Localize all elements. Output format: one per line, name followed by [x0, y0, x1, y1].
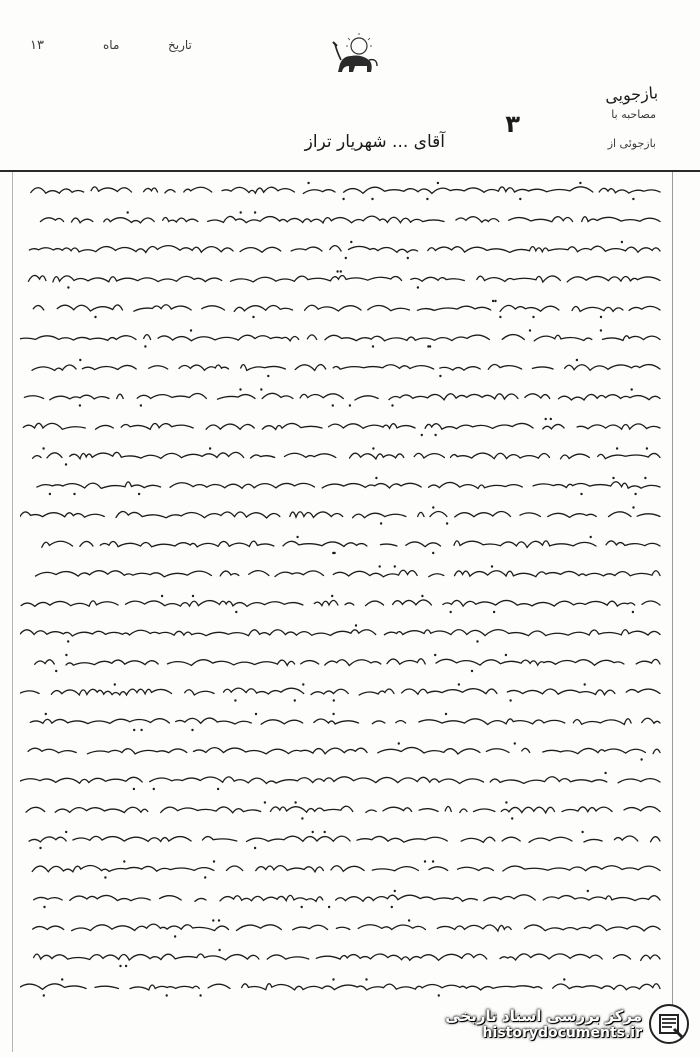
handwriting-dot	[372, 345, 374, 347]
handwriting-dot	[421, 595, 423, 597]
handwriting-dot	[61, 978, 63, 980]
handwriting-line	[27, 659, 660, 666]
page-number: ۱۳	[30, 38, 44, 53]
handwriting-dot	[332, 713, 334, 715]
handwriting-dot	[421, 434, 423, 436]
handwriting-line	[31, 482, 661, 489]
interrogee-name: آقای ... شهریار تراز	[304, 132, 445, 152]
handwriting-dot	[67, 286, 69, 288]
handwriting-dot	[140, 404, 142, 406]
handwriting-dot	[254, 847, 256, 849]
handwriting-dot	[355, 624, 357, 626]
top-note: بازجویی	[604, 83, 659, 106]
handwriting-dot	[331, 595, 333, 597]
handwriting-dot	[438, 994, 440, 996]
handwriting-dot	[458, 683, 460, 685]
handwriting-dot	[391, 906, 393, 908]
handwriting-dot	[644, 477, 646, 479]
handwriting-dot	[426, 198, 428, 200]
handwriting-dot	[55, 670, 57, 672]
handwriting-dot	[434, 434, 436, 436]
interview-label: مصاحبه با	[611, 108, 656, 121]
handwriting-line	[20, 511, 660, 518]
handwriting-line	[20, 747, 660, 754]
left-margin-rule	[12, 172, 13, 1052]
handwriting-dot	[371, 198, 373, 200]
handwriting-dot	[144, 345, 146, 347]
handwriting-dot	[340, 270, 342, 272]
handwriting-dot	[499, 316, 501, 318]
handwriting-dot	[600, 316, 602, 318]
handwriting-dot	[79, 359, 81, 361]
handwriting-dot	[493, 611, 495, 613]
handwriting-dot	[545, 418, 547, 420]
handwriting-dot	[646, 447, 648, 449]
handwriting-dot	[213, 860, 215, 862]
handwriting-dot	[576, 359, 578, 361]
handwriting-dot	[476, 640, 478, 642]
handwriting-dot	[491, 565, 493, 567]
handwriting-dot	[209, 447, 211, 449]
handwriting-dot	[307, 182, 309, 184]
handwriting-dot	[590, 536, 592, 538]
handwriting-dot	[43, 906, 45, 908]
handwriting-dot	[301, 906, 303, 908]
handwriting-dot	[45, 713, 47, 715]
handwriting-dot	[439, 375, 441, 377]
handwriting-dot	[529, 329, 531, 331]
handwriting-dot	[332, 404, 334, 406]
handwriting-line	[20, 806, 660, 813]
handwriting-dot	[332, 978, 334, 980]
handwriting-dot	[511, 817, 513, 819]
handwriting-dot	[640, 758, 642, 760]
handwriting-dot	[218, 919, 220, 921]
handwriting-dot	[235, 611, 237, 613]
handwriting-dot	[621, 241, 623, 243]
handwriting-dot	[191, 729, 193, 731]
handwriting-dot	[492, 300, 494, 302]
handwriting-dot	[336, 270, 338, 272]
handwriting-dot	[199, 994, 201, 996]
handwriting-dot	[161, 595, 163, 597]
handwriting-scribbles	[20, 178, 670, 1038]
handwriting-dot	[43, 994, 45, 996]
handwriting-line	[20, 600, 660, 606]
interrogee-label: بازجوئی از	[607, 137, 656, 150]
handwriting-dot	[424, 860, 426, 862]
handwriting-dot	[372, 447, 374, 449]
handwriting-dot	[579, 182, 581, 184]
date-label: تاریخ	[168, 38, 192, 52]
handwriting-dot	[407, 257, 409, 259]
handwriting-dot	[380, 522, 382, 524]
handwriting-dot	[394, 565, 396, 567]
handwriting-dot	[39, 847, 41, 849]
session-number: ۳	[505, 110, 520, 138]
handwriting-dot	[127, 211, 129, 213]
handwriting-dot	[312, 831, 314, 833]
handwriting-dot	[267, 375, 269, 377]
handwriting-dot	[302, 683, 304, 685]
handwriting-dot	[632, 506, 634, 508]
handwriting-dot	[166, 994, 168, 996]
handwriting-dot	[65, 831, 67, 833]
watermark-title: مرکز بررسی اسناد تاریخی	[445, 1007, 642, 1025]
handwriting-dot	[437, 182, 439, 184]
handwriting-line	[20, 275, 660, 282]
handwriting-line	[20, 984, 660, 990]
handwriting-dot	[123, 860, 125, 862]
handwriting-line	[34, 895, 660, 902]
handwriting-dot	[324, 831, 326, 833]
handwriting-dot	[345, 257, 347, 259]
handwriting-dot	[505, 801, 507, 803]
handwriting-dot	[65, 654, 67, 656]
handwriting-dot	[94, 316, 96, 318]
handwriting-dot	[634, 493, 636, 495]
handwriting-dot	[217, 788, 219, 790]
handwriting-dot	[342, 198, 344, 200]
handwriting-dot	[563, 978, 565, 980]
handwriting-dot	[432, 860, 434, 862]
handwriting-dot	[254, 211, 256, 213]
handwriting-dot	[49, 493, 51, 495]
handwriting-dot	[125, 965, 127, 967]
handwriting-dot	[138, 493, 140, 495]
handwriting-dot	[375, 477, 377, 479]
handwriting-dot	[104, 876, 106, 878]
handwriting-line	[20, 630, 660, 636]
handwriting-dot	[580, 493, 582, 495]
handwriting-dot	[294, 699, 296, 701]
handwriting-dot	[67, 640, 69, 642]
archive-logo-icon	[648, 1003, 690, 1045]
handwriting-dot	[119, 965, 121, 967]
handwriting-dot	[190, 329, 192, 331]
handwriting-dot	[218, 949, 220, 951]
handwriting-dot	[133, 729, 135, 731]
handwriting-dot	[192, 595, 194, 597]
handwriting-dot	[432, 552, 434, 554]
handwriting-line	[31, 187, 660, 194]
handwriting-dot	[432, 506, 434, 508]
handwriting-dot	[532, 316, 534, 318]
handwriting-dot	[296, 536, 298, 538]
handwriting-dot	[212, 919, 214, 921]
handwriting-dot	[450, 611, 452, 613]
handwriting-line	[25, 452, 660, 459]
handwriting-dot	[519, 198, 521, 200]
handwriting-dot	[398, 742, 400, 744]
handwriting-line	[20, 335, 660, 341]
handwriting-dot	[294, 801, 296, 803]
handwriting-line	[33, 924, 660, 931]
handwriting-dot	[631, 388, 633, 390]
watermark-url: historydocuments.ir	[482, 1025, 642, 1041]
handwriting-dot	[260, 388, 262, 390]
right-margin-rule	[672, 172, 673, 1032]
handwriting-dot	[333, 552, 335, 554]
handwriting-dot	[328, 906, 330, 908]
handwriting-line	[26, 305, 660, 312]
handwriting-line	[22, 865, 660, 871]
handwriting-dot	[581, 831, 583, 833]
handwriting-dot	[434, 654, 436, 656]
handwriting-dot	[394, 890, 396, 892]
archive-watermark	[410, 998, 690, 1050]
handwriting-dot	[379, 565, 381, 567]
handwriting-line	[20, 246, 660, 253]
handwriting-dot	[264, 801, 266, 803]
handwriting-dot	[204, 876, 206, 878]
handwriting-dot	[42, 447, 44, 449]
handwriting-dot	[408, 919, 410, 921]
handwriting-line	[36, 570, 661, 577]
handwriting-line	[23, 364, 660, 370]
handwriting-dot	[350, 241, 352, 243]
handwriting-dot	[514, 742, 516, 744]
handwriting-dot	[494, 300, 496, 302]
handwriting-dot	[240, 211, 242, 213]
handwriting-line	[20, 688, 660, 695]
handwriting-dot	[505, 654, 507, 656]
handwriting-dot	[73, 493, 75, 495]
header-divider	[0, 170, 700, 172]
handwriting-dot	[600, 329, 602, 331]
handwriting-dot	[65, 463, 67, 465]
handwriting-dot	[114, 683, 116, 685]
handwriting-dot	[365, 978, 367, 980]
handwriting-dot	[333, 699, 335, 701]
handwriting-dot	[632, 611, 634, 613]
handwriting-dot	[587, 890, 589, 892]
handwriting-dot	[612, 477, 614, 479]
handwriting-dot	[391, 404, 393, 406]
handwriting-line	[20, 777, 660, 784]
handwriting-dot	[133, 788, 135, 790]
handwriting-line	[29, 836, 660, 842]
handwriting-dot	[604, 772, 606, 774]
handwriting-dot	[445, 713, 447, 715]
handwriting-dot	[301, 817, 303, 819]
handwriting-dot	[427, 345, 429, 347]
handwriting-dot	[471, 670, 473, 672]
handwritten-body	[20, 178, 670, 1038]
handwriting-dot	[255, 713, 257, 715]
handwriting-line	[20, 423, 660, 429]
handwriting-line	[40, 216, 660, 223]
handwriting-dot	[509, 699, 511, 701]
handwriting-dot	[616, 447, 618, 449]
handwriting-dot	[153, 788, 155, 790]
handwriting-line	[23, 718, 660, 724]
handwriting-line	[20, 954, 660, 961]
handwriting-dot	[349, 404, 351, 406]
month-label: ماه	[103, 38, 120, 52]
handwriting-dot	[584, 683, 586, 685]
handwriting-dot	[140, 729, 142, 731]
handwriting-dot	[239, 388, 241, 390]
handwriting-line	[20, 393, 660, 400]
handwriting-dot	[550, 418, 552, 420]
handwriting-dot	[174, 935, 176, 937]
handwriting-dot	[79, 404, 81, 406]
lion-and-sun-emblem-icon	[325, 32, 381, 80]
handwriting-dot	[446, 522, 448, 524]
handwriting-dot	[632, 198, 634, 200]
handwriting-dot	[417, 286, 419, 288]
handwriting-dot	[234, 699, 236, 701]
handwriting-line	[30, 541, 660, 548]
handwriting-dot	[252, 316, 254, 318]
